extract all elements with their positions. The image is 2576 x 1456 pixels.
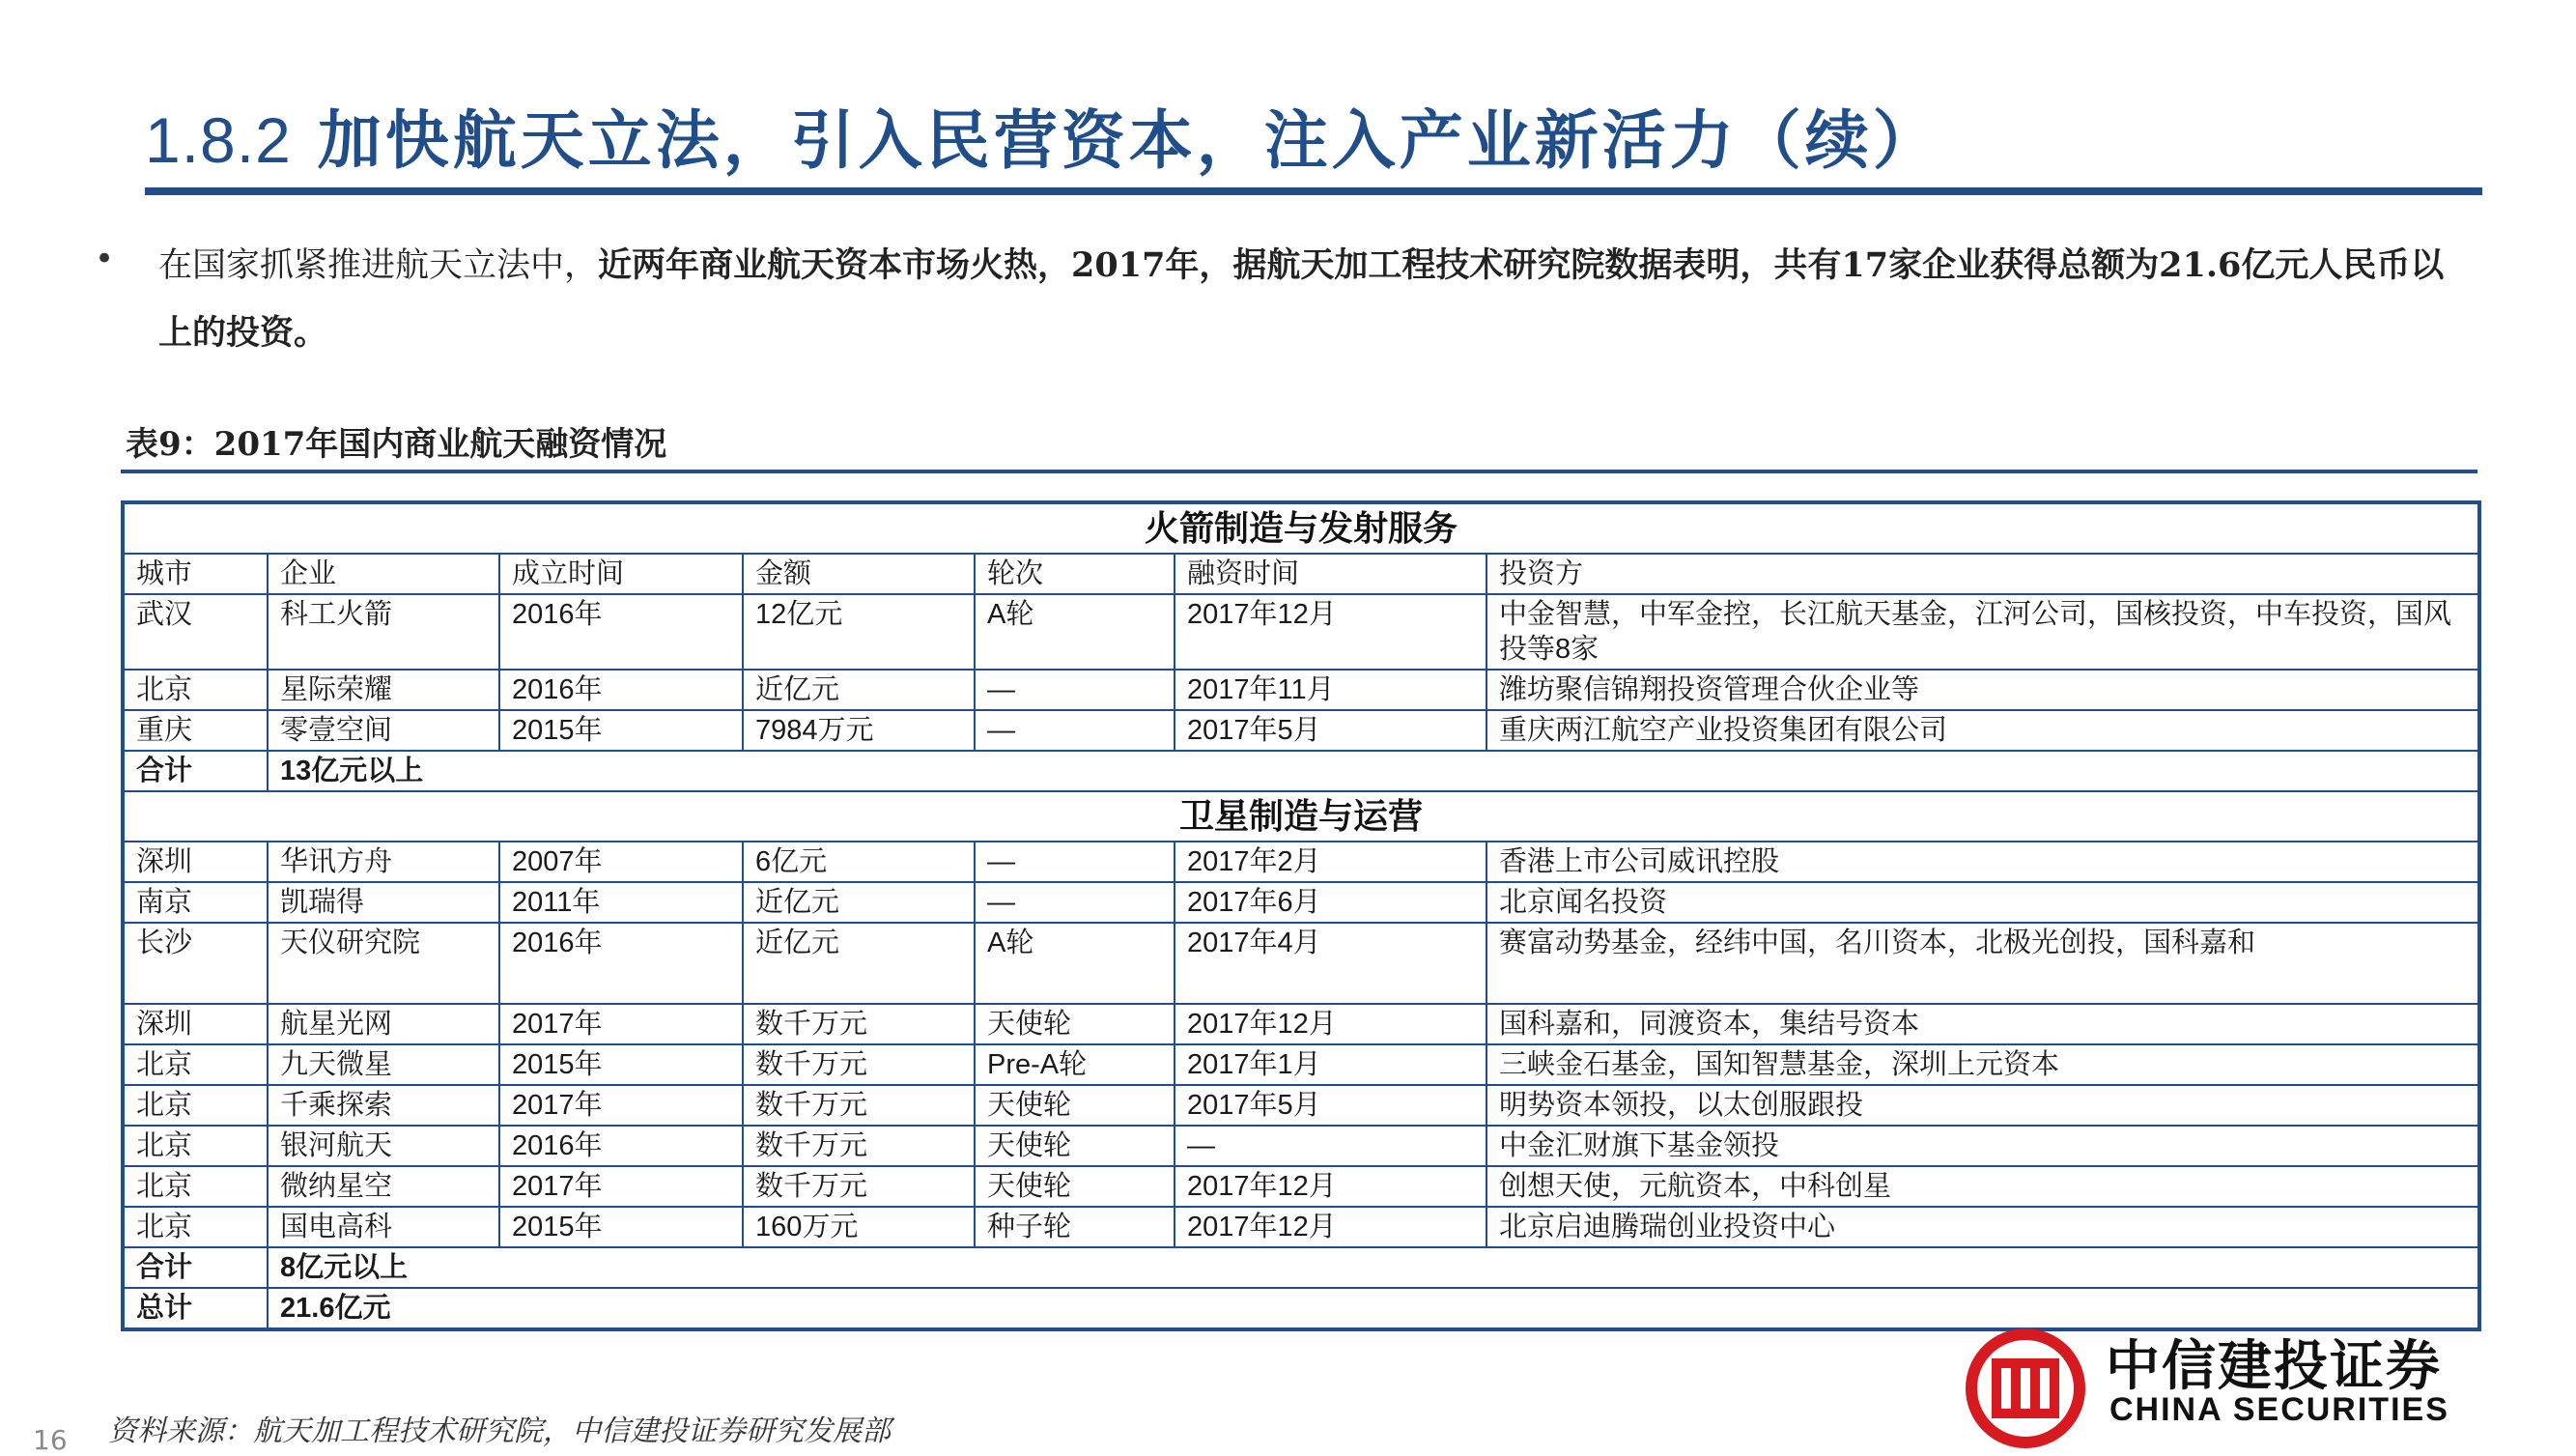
cell-company: 零壹空间: [268, 710, 499, 751]
section-title: 卫星制造与运营: [123, 791, 2479, 842]
page-number: 16: [33, 1424, 68, 1456]
cell-investors: 中金智慧，中军金控，长江航天基金，江河公司，国核投资，中车投资，国风投等8家: [1486, 594, 2479, 670]
caption-divider: [121, 470, 2477, 473]
cell-city: 北京: [123, 670, 268, 710]
subtotal-row: [123, 751, 2479, 791]
source-note: 资料来源：航天加工程技术研究院，中信建投证券研究发展部: [108, 1414, 891, 1448]
cell-founded: 2017年: [499, 1085, 743, 1126]
cell-round: 天使轮: [975, 1085, 1175, 1126]
cell-amount: 160万元: [743, 1207, 975, 1247]
cell-round: 天使轮: [975, 1166, 1175, 1207]
bullet-icon: •: [95, 240, 115, 278]
cell-round: —: [975, 882, 1175, 923]
intro-lead: 在国家抓紧推进航天立法中，: [158, 246, 599, 285]
cell-investors: 创想天使，元航资本，中科创星: [1486, 1166, 2479, 1207]
cell-city: 北京: [123, 1207, 268, 1247]
table-row: [123, 1085, 2479, 1126]
section-header-row: [123, 791, 2479, 842]
cell-amount: 数千万元: [743, 1085, 975, 1126]
cell-investors: 三峡金石基金，国知智慧基金，深圳上元资本: [1486, 1044, 2479, 1085]
cell-founded: 2015年: [499, 1044, 743, 1085]
cell-funding-date: 2017年12月: [1175, 594, 1486, 670]
cell-company: 航星光网: [268, 1004, 499, 1044]
cell-founded: 2015年: [499, 1207, 743, 1247]
column-header-amount: 金额: [743, 554, 975, 594]
cell-round: Pre-A轮: [975, 1044, 1175, 1085]
table-row: [123, 594, 2479, 670]
cell-amount: 数千万元: [743, 1044, 975, 1085]
cell-founded: 2007年: [499, 842, 743, 882]
cell-founded: 2016年: [499, 670, 743, 710]
cell-city: 北京: [123, 1126, 268, 1166]
cell-investors: 明势资本领投，以太创服跟投: [1486, 1085, 2479, 1126]
table-row: [123, 1207, 2479, 1247]
column-header-investors: 投资方: [1486, 554, 2479, 594]
cell-funding-date: 2017年11月: [1175, 670, 1486, 710]
cell-round: —: [975, 670, 1175, 710]
cell-funding-date: 2017年12月: [1175, 1004, 1486, 1044]
cell-round: 天使轮: [975, 1126, 1175, 1166]
cell-amount: 数千万元: [743, 1126, 975, 1166]
subtotal-label: 合计: [123, 1247, 268, 1288]
cell-investors: 香港上市公司威讯控股: [1486, 842, 2479, 882]
cell-investors: 国科嘉和，同渡资本，集结号资本: [1486, 1004, 2479, 1044]
grand-total-label: 总计: [123, 1288, 268, 1329]
table-row: [123, 670, 2479, 710]
cell-investors: 北京启迪腾瑞创业投资中心: [1486, 1207, 2479, 1247]
table-header-row: [123, 554, 2479, 594]
cell-funding-date: 2017年4月: [1175, 923, 1486, 1004]
cell-company: 星际荣耀: [268, 670, 499, 710]
citic-logo-icon: [1963, 1326, 2088, 1451]
cell-city: 北京: [123, 1044, 268, 1085]
cell-city: 北京: [123, 1085, 268, 1126]
cell-company: 国电高科: [268, 1207, 499, 1247]
cell-investors: 中金汇财旗下基金领投: [1486, 1126, 2479, 1166]
intro-paragraph: [158, 232, 2477, 367]
cell-investors: 重庆两江航空产业投资集团有限公司: [1486, 710, 2479, 751]
cell-city: 深圳: [123, 1004, 268, 1044]
column-header-round: 轮次: [975, 554, 1175, 594]
subtotal-row: [123, 1247, 2479, 1288]
table-row: [123, 1166, 2479, 1207]
cell-funding-date: 2017年5月: [1175, 710, 1486, 751]
column-header-company: 企业: [268, 554, 499, 594]
cell-amount: 近亿元: [743, 670, 975, 710]
cell-round: —: [975, 710, 1175, 751]
cell-city: 北京: [123, 1166, 268, 1207]
cell-amount: 6亿元: [743, 842, 975, 882]
table-row: [123, 1044, 2479, 1085]
table-row: [123, 1126, 2479, 1166]
subtotal-value: 13亿元以上: [268, 751, 2479, 791]
cell-round: 天使轮: [975, 1004, 1175, 1044]
cell-funding-date: 2017年6月: [1175, 882, 1486, 923]
cell-amount: 近亿元: [743, 882, 975, 923]
cell-funding-date: —: [1175, 1126, 1486, 1166]
cell-investors: 北京闻名投资: [1486, 882, 2479, 923]
cell-amount: 数千万元: [743, 1004, 975, 1044]
brand-name-en: CHINA SECURITIES: [2109, 1391, 2449, 1428]
column-header-city: 城市: [123, 554, 268, 594]
section-title: 火箭制造与发射服务: [123, 502, 2479, 554]
cell-city: 南京: [123, 882, 268, 923]
cell-company: 银河航天: [268, 1126, 499, 1166]
cell-company: 天仪研究院: [268, 923, 499, 1004]
cell-city: 长沙: [123, 923, 268, 1004]
title-text: 加快航天立法，引入民营资本，注入产业新活力（续）: [317, 103, 1940, 178]
cell-founded: 2011年: [499, 882, 743, 923]
financing-table: [121, 500, 2481, 1331]
cell-funding-date: 2017年12月: [1175, 1207, 1486, 1247]
subtotal-value: 8亿元以上: [268, 1247, 2479, 1288]
page-title: [145, 89, 1940, 181]
grand-total-value: 21.6亿元: [268, 1288, 2479, 1329]
cell-funding-date: 2017年12月: [1175, 1166, 1486, 1207]
cell-funding-date: 2017年5月: [1175, 1085, 1486, 1126]
table-row: [123, 710, 2479, 751]
cell-investors: 赛富动势基金，经纬中国，名川资本，北极光创投，国科嘉和: [1486, 923, 2479, 1004]
cell-amount: 12亿元: [743, 594, 975, 670]
cell-amount: 数千万元: [743, 1166, 975, 1207]
table-row: [123, 923, 2479, 1004]
cell-round: A轮: [975, 923, 1175, 1004]
cell-funding-date: 2017年2月: [1175, 842, 1486, 882]
title-divider: [145, 187, 2482, 195]
intro-emphasis: 近两年商业航天资本市场火热，2017年，据航天加工程技术研究院数据表明，共有17家企业获得总额为21.6亿元人民币以上的投资。: [158, 245, 2445, 353]
column-header-founded: 成立时间: [499, 554, 743, 594]
cell-amount: 近亿元: [743, 923, 975, 1004]
cell-company: 华讯方舟: [268, 842, 499, 882]
cell-company: 微纳星空: [268, 1166, 499, 1207]
table-row: [123, 882, 2479, 923]
cell-company: 科工火箭: [268, 594, 499, 670]
column-header-funding-date: 融资时间: [1175, 554, 1486, 594]
cell-round: 种子轮: [975, 1207, 1175, 1247]
cell-company: 凯瑞得: [268, 882, 499, 923]
cell-founded: 2016年: [499, 1126, 743, 1166]
cell-city: 重庆: [123, 710, 268, 751]
section-header-row: [123, 502, 2479, 554]
cell-founded: 2017年: [499, 1166, 743, 1207]
section-number: 1.8.2: [145, 104, 292, 176]
table-caption: 表9：2017年国内商业航天融资情况: [126, 425, 667, 464]
brand-name-cn: 中信建投证券: [2106, 1335, 2442, 1398]
cell-investors: 潍坊聚信锦翔投资管理合伙企业等: [1486, 670, 2479, 710]
cell-founded: 2015年: [499, 710, 743, 751]
cell-round: A轮: [975, 594, 1175, 670]
table-row: [123, 842, 2479, 882]
cell-funding-date: 2017年1月: [1175, 1044, 1486, 1085]
cell-company: 九天微星: [268, 1044, 499, 1085]
cell-founded: 2017年: [499, 1004, 743, 1044]
cell-round: —: [975, 842, 1175, 882]
cell-founded: 2016年: [499, 923, 743, 1004]
cell-company: 千乘探索: [268, 1085, 499, 1126]
table-row: [123, 1004, 2479, 1044]
cell-city: 深圳: [123, 842, 268, 882]
cell-founded: 2016年: [499, 594, 743, 670]
cell-amount: 7984万元: [743, 710, 975, 751]
cell-city: 武汉: [123, 594, 268, 670]
subtotal-label: 合计: [123, 751, 268, 791]
